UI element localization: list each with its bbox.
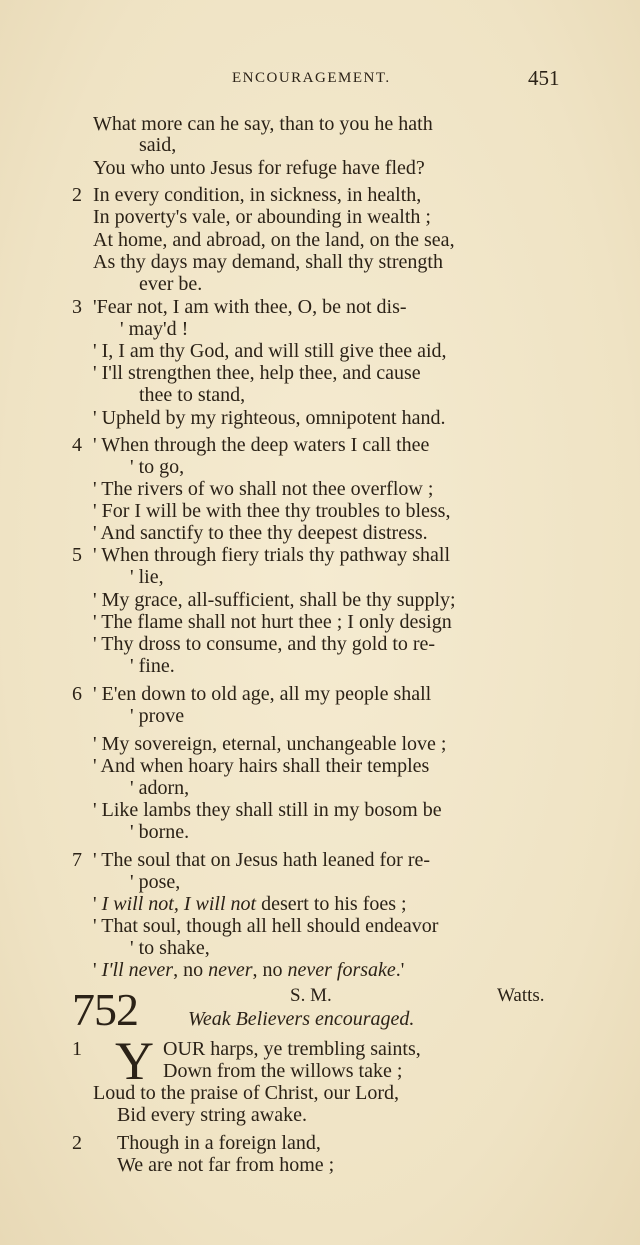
verse-line: ' fine. bbox=[130, 655, 175, 677]
verse-line: Bid every string awake. bbox=[117, 1104, 307, 1126]
verse-line: ' Like lambs they shall still in my bosom be bbox=[93, 799, 442, 821]
verse-line: ' My sovereign, eternal, unchangeable love ; bbox=[93, 733, 447, 755]
verse-line: What more can he say, than to you he hath bbox=[93, 113, 433, 135]
verse-line: At home, and abroad, on the land, on the sea, bbox=[93, 229, 455, 251]
verse-line: Down from the willows take ; bbox=[163, 1060, 403, 1082]
hymn-author: Watts. bbox=[497, 985, 545, 1006]
verse-line: ' The rivers of wo shall not thee overflow ; bbox=[93, 478, 434, 500]
italic-phrase: I'll never bbox=[101, 959, 174, 981]
verse-line: said, bbox=[139, 134, 177, 156]
verse-line: ' E'en down to old age, all my people shall bbox=[93, 683, 432, 705]
line-text: .' bbox=[395, 959, 405, 981]
italic-phrase: never forsake bbox=[287, 959, 396, 981]
quote-mark: ' bbox=[93, 893, 102, 915]
verse-line: ' prove bbox=[130, 705, 185, 727]
verse-line-mixed bbox=[93, 893, 407, 915]
verse-line: ' Thy dross to consume, and thy gold to re- bbox=[93, 633, 436, 655]
hymn-number: 752 bbox=[72, 984, 138, 1035]
verse-line: ' That soul, though all hell should endeavor bbox=[93, 915, 439, 937]
verse-line: You who unto Jesus for refuge have fled? bbox=[93, 157, 425, 179]
verse-line: As thy days may demand, shall thy strength bbox=[93, 251, 443, 273]
verse-line-mixed bbox=[93, 959, 404, 981]
verse-line: ' When through the deep waters I call thee bbox=[93, 434, 430, 456]
verse-line: In every condition, in sickness, in health, bbox=[93, 184, 422, 206]
verse-line: We are not far from home ; bbox=[117, 1154, 335, 1176]
line-text: , no bbox=[252, 959, 288, 981]
running-title: ENCOURAGEMENT. bbox=[232, 70, 391, 86]
hymn-subtitle: Weak Believers encouraged. bbox=[188, 1008, 415, 1030]
verse-line: ' And sanctify to thee thy deepest distress. bbox=[93, 522, 428, 544]
verse-number: 1 bbox=[72, 1038, 82, 1060]
verse-line: ' For I will be with thee thy troubles to bless, bbox=[93, 500, 451, 522]
verse-line: In poverty's vale, or abounding in wealth ; bbox=[93, 206, 431, 228]
verse-number: 5 bbox=[72, 544, 82, 566]
verse-line: ' Upheld by my righteous, omnipotent hand. bbox=[93, 407, 446, 429]
verse-line: ' And when hoary hairs shall their temples bbox=[93, 755, 430, 777]
hymn-meter: S. M. bbox=[290, 985, 332, 1006]
verse-line: ' adorn, bbox=[130, 777, 190, 799]
verse-line: OUR harps, ye trembling saints, bbox=[163, 1038, 421, 1060]
quote-mark: ' bbox=[93, 959, 102, 981]
verse-line: ' I'll strengthen thee, help thee, and cause bbox=[93, 362, 421, 384]
running-header bbox=[0, 66, 640, 96]
verse-number: 7 bbox=[72, 849, 82, 871]
verse-line: ' The soul that on Jesus hath leaned for re- bbox=[93, 849, 431, 871]
line-text: , no bbox=[173, 959, 209, 981]
verse-number: 3 bbox=[72, 296, 82, 318]
verse-line: ' pose, bbox=[130, 871, 181, 893]
verse-number: 2 bbox=[72, 1132, 82, 1154]
verse-number: 6 bbox=[72, 683, 82, 705]
verse-number: 4 bbox=[72, 434, 82, 456]
verse-line: ever be. bbox=[139, 273, 203, 295]
line-text: desert to his foes ; bbox=[256, 893, 407, 915]
verse-line: ' to go, bbox=[130, 456, 185, 478]
verse-line: ' The flame shall not hurt thee ; I only design bbox=[93, 611, 452, 633]
verse-number: 2 bbox=[72, 184, 82, 206]
verse-line: ' I, I am thy God, and will still give thee aid, bbox=[93, 340, 447, 362]
verse-line: Loud to the praise of Christ, our Lord, bbox=[93, 1082, 400, 1104]
verse-line: ' My grace, all-sufficient, shall be thy supply; bbox=[93, 589, 456, 611]
italic-phrase: I will not, I will not bbox=[101, 893, 257, 915]
verse-line: ' borne. bbox=[130, 821, 190, 843]
verse-line: ' may'd ! bbox=[120, 318, 189, 340]
verse-line: 'Fear not, I am with thee, O, be not dis- bbox=[93, 296, 407, 318]
verse-line: ' When through fiery trials thy pathway shall bbox=[93, 544, 451, 566]
verse-line: ' to shake, bbox=[130, 937, 210, 959]
verse-line: thee to stand, bbox=[139, 384, 246, 406]
italic-phrase: never bbox=[208, 959, 253, 981]
verse-line: Though in a foreign land, bbox=[117, 1132, 321, 1154]
drop-cap: Y bbox=[115, 1031, 154, 1091]
page-number: 451 bbox=[528, 66, 560, 90]
verse-line: ' lie, bbox=[130, 566, 164, 588]
